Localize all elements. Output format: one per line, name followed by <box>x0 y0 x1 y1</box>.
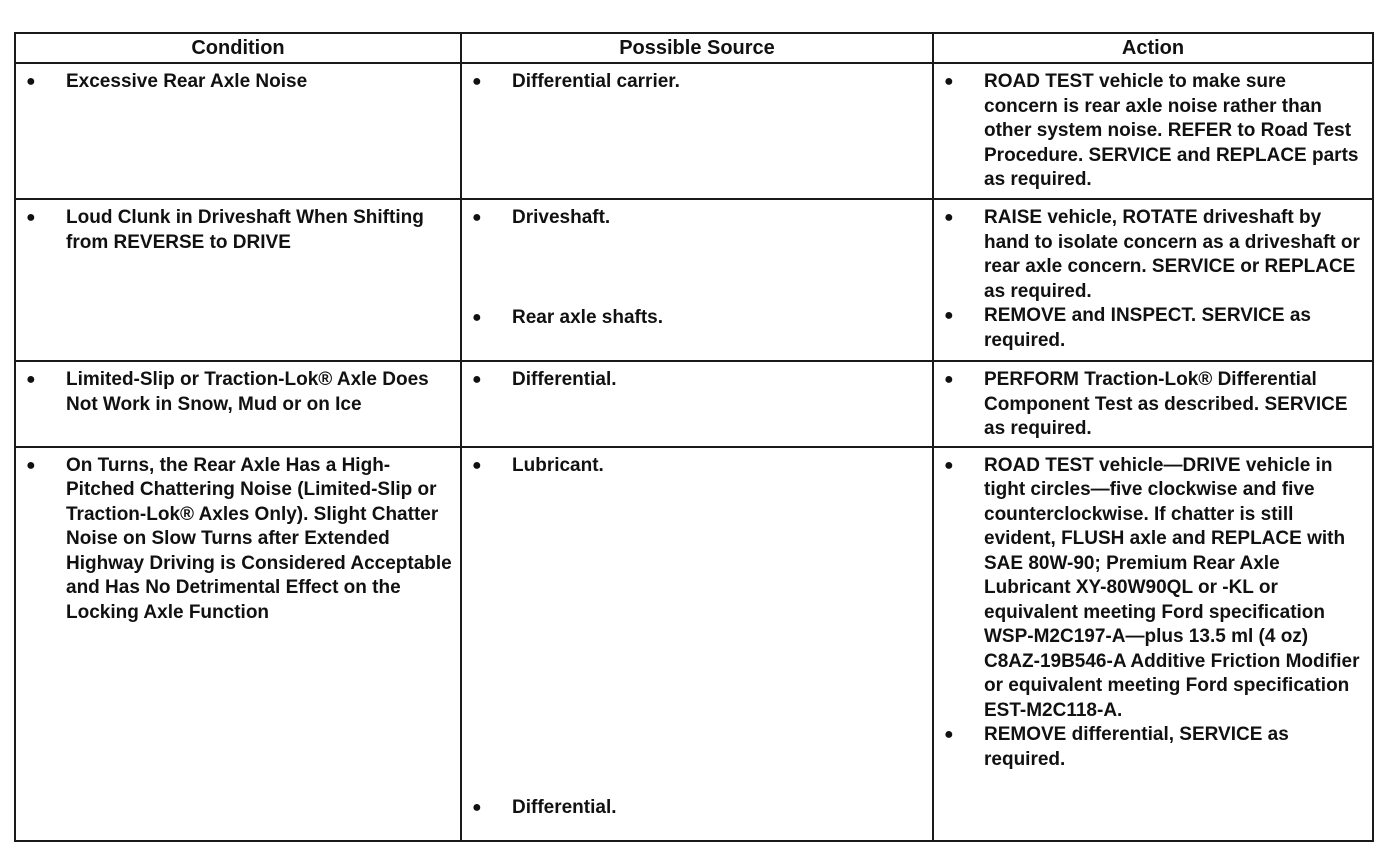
table-row <box>15 199 1373 361</box>
bullet-icon: ● <box>472 371 482 388</box>
bullet-icon: ● <box>944 209 954 226</box>
condition-cell <box>15 63 461 199</box>
table-row <box>15 63 1373 199</box>
action-text: RAISE vehicle, ROTATE driveshaft by hand to isolate concern as a driveshaft or rear axle concern. SERVICE or REPLACE as required. <box>984 207 1360 302</box>
source-text: Differential. <box>512 369 617 390</box>
condition-text: Limited-Slip or Traction-Lok® Axle Does Not Work in Snow, Mud or on Ice <box>66 369 429 415</box>
bullet-icon: ● <box>472 73 482 90</box>
source-cell <box>461 361 933 447</box>
bullet-icon: ● <box>472 799 482 816</box>
bullet-icon: ● <box>472 308 482 326</box>
action-text: ROAD TEST vehicle—DRIVE vehicle in tight circles—five clockwise and five counterclockwise. If chatter is still evident, FLUSH axle and REPLACE with SAE 80W-90; Premium Rear Axle Lubricant XY-80W90QL or -KL or equivalent meeting Ford specification WSP-M2C197-A—plus 13.5 ml (4 oz) C8AZ-19B546-A Additive Friction Modifier or equivalent meeting Ford specification EST-M2C118-A. <box>984 454 1360 721</box>
condition-cell <box>15 447 461 841</box>
action-text: ROAD TEST vehicle to make sure concern is rear axle noise rather than other system noise. REFER to Road Test Procedure. SERVICE and REPLACE parts as required. <box>984 71 1359 190</box>
source-cell <box>461 447 933 841</box>
bullet-icon: ● <box>944 307 954 324</box>
bullet-icon: ● <box>26 456 36 474</box>
condition-cell <box>15 361 461 447</box>
bullet-icon: ● <box>944 456 954 474</box>
action-text: REMOVE and INSPECT. SERVICE as required. <box>984 305 1311 351</box>
source-text: Differential. <box>512 797 617 818</box>
bullet-icon: ● <box>944 371 954 388</box>
bullet-icon: ● <box>472 209 482 226</box>
header-possible-source: Possible Source <box>461 33 933 63</box>
header-row <box>15 33 1373 63</box>
action-text: PERFORM Traction-Lok® Differential Component Test as described. SERVICE as required. <box>984 369 1348 439</box>
condition-text: Excessive Rear Axle Noise <box>66 71 308 92</box>
bullet-icon: ● <box>944 726 954 743</box>
bullet-icon: ● <box>944 73 954 90</box>
condition-text: Loud Clunk in Driveshaft When Shifting from REVERSE to DRIVE <box>66 207 424 253</box>
bullet-icon: ● <box>26 371 36 388</box>
action-cell <box>933 63 1373 199</box>
source-text: Lubricant. <box>512 454 604 476</box>
table-row <box>15 361 1373 447</box>
diagnosis-table <box>14 32 1374 842</box>
action-cell <box>933 447 1373 841</box>
header-action: Action <box>933 33 1373 63</box>
source-cell <box>461 199 933 361</box>
bullet-icon: ● <box>472 456 482 474</box>
action-text: REMOVE differential, SERVICE as required. <box>984 724 1289 770</box>
header-condition: Condition <box>15 33 461 63</box>
condition-text: On Turns, the Rear Axle Has a High-Pitched Chattering Noise (Limited-Slip or Traction-Lok® Axles Only). Slight Chatter Noise on Slow Turns after Extended Highway Driving is Considered Acceptable and Has No Detrimental Effect on the Locking Axle Function <box>66 454 452 623</box>
action-cell <box>933 361 1373 447</box>
source-text: Rear axle shafts. <box>512 306 664 328</box>
bullet-icon: ● <box>26 73 36 90</box>
action-cell <box>933 199 1373 361</box>
table-row <box>15 447 1373 841</box>
condition-cell <box>15 199 461 361</box>
source-text: Differential carrier. <box>512 71 680 92</box>
bullet-icon: ● <box>26 209 36 226</box>
source-text: Driveshaft. <box>512 207 611 228</box>
source-cell <box>461 63 933 199</box>
